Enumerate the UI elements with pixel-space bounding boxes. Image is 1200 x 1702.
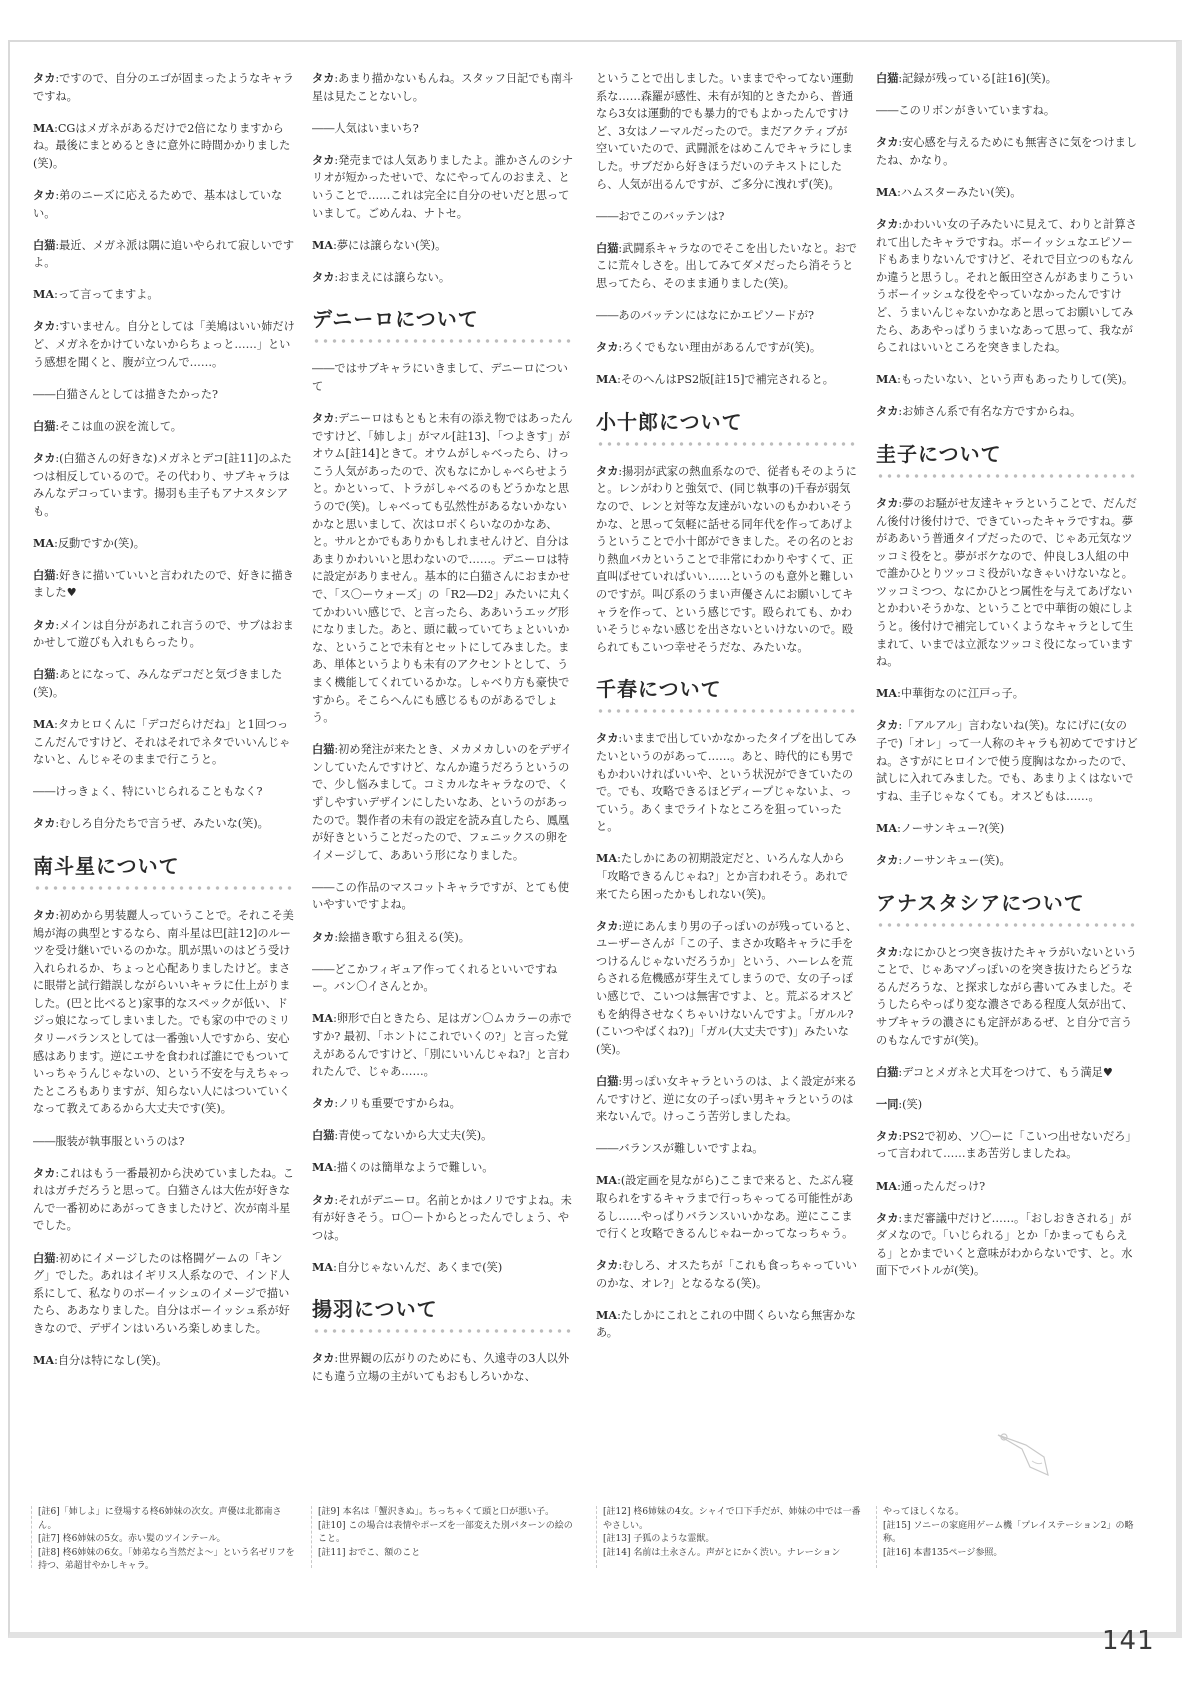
- dialogue-line: [33, 418, 295, 436]
- dialogue-text: :中華街なのに江戸っ子。: [897, 687, 1024, 701]
- dialogue-line: [33, 70, 295, 105]
- dialogue-line: [596, 307, 858, 325]
- dialogue-line: [596, 1257, 858, 1292]
- speaker-name: タカ: [876, 495, 899, 510]
- footnote: [註15] ソニーの家庭用ゲーム機「プレイステーション2」の略称。: [883, 1520, 1134, 1545]
- speaker-name: MA: [312, 1011, 334, 1026]
- dialogue-line: [596, 208, 858, 226]
- dialogue-text: :初めから男装麗人っていうことで。それこそ美鳩が海の典型とするなら、南斗星は巴[註12]のルーツを受け継いでいるのかな。肌が黒いのはどう受け入れられるか、ちょっと心配ありましたけど。まさに眼帯と試行錯誤しながらいいキャラに仕上がりました。(巴と比べると)家事的なスペックが低い、ドジっ娘になってしまいました。でも家の中でのミリタリーバランスとしては一番強い人ですから、安心感はあります。逆にエサを食われば誰にでもついていっちゃうんじゃないの、という不安を与えちゃったところもありますが、知らない人にはついていくなって教えてあるから大丈夫です(笑)。: [33, 908, 294, 1116]
- dialogue-text: :まだ審議中だけど……。「おしおきされる」がダメなので。「いじられる」とか「かまってもらえる」とかまでいくと意味がわからないです、と。水面下でバトルが(笑)。: [876, 1211, 1133, 1278]
- dialogue-text: :そのへんはPS2版[註15]で補完されると。: [617, 373, 834, 387]
- dialogue-line: [876, 1178, 1138, 1196]
- dialogue-line: [312, 1192, 574, 1245]
- dialogue-text: :たしかにあの初期設定だと、いろんな人から「攻略できるんじゃね?」とか言われそう。あれで来てたら困ったかもしれない(笑)。: [596, 852, 849, 901]
- speaker-name: MA: [33, 287, 55, 302]
- speaker-name: タカ: [596, 340, 619, 355]
- speaker-name: タカ: [596, 1258, 619, 1273]
- speaker-name: タカ: [876, 718, 899, 733]
- dialogue-line: [596, 463, 858, 657]
- dialogue-line: [33, 386, 295, 404]
- dotted-divider: [312, 338, 574, 344]
- dialogue-line: [33, 1250, 295, 1338]
- dialogue-text: :世界観の広がりのためにも、久遠寺の3人以外にも違う立場の主がいてもおもしろいかな、: [312, 1352, 570, 1383]
- footnote: [註14] 名前は土永さん。声がとにかく渋い。ナレーション: [603, 1547, 841, 1558]
- dialogue-text: :ハムスターみたい(笑)。: [897, 185, 1022, 199]
- column-3: [596, 70, 858, 1357]
- speaker-name: タカ: [312, 152, 335, 167]
- dialogue-text: :むしろ、オスたちが「これも食っちゃっていいのかな、オレ?」となるなる(笑)。: [596, 1259, 857, 1290]
- column-4: [876, 70, 1138, 1295]
- dialogue-line: [312, 269, 574, 287]
- speaker-name: タカ: [596, 918, 619, 933]
- speaker-name: タカ: [596, 731, 619, 746]
- dotted-divider: [33, 885, 295, 891]
- dialogue-text: ――この作品のマスコットキャラですが、とても使いやすいですよね。: [312, 880, 570, 912]
- footnote: [註10] この場合は表情やポーズを一部変えた別パターンの絵のこと。: [318, 1520, 573, 1545]
- speaker-name: MA: [876, 184, 898, 199]
- dialogue-line: [312, 741, 574, 864]
- dialogue-line: [596, 70, 858, 193]
- dialogue-line: [596, 371, 858, 389]
- dialogue-line: [876, 944, 1138, 1050]
- footnote: [註12] 柊6姉妹の4女。シャイで口下手だが、姉妹の中では一番やさしい。: [603, 1507, 861, 1531]
- dialogue-line: [312, 152, 574, 222]
- dialogue-line: [312, 1095, 574, 1113]
- page-number: 141: [1102, 1626, 1155, 1656]
- dialogue-line: [876, 216, 1138, 357]
- dialogue-text: :たしかにこれとこれの中間くらいなら無害かなあ。: [596, 1308, 856, 1340]
- dotted-divider: [596, 441, 858, 447]
- dialogue-text: :(笑): [898, 1097, 923, 1111]
- speaker-name: タカ: [876, 135, 899, 150]
- dialogue-line: [33, 1352, 295, 1370]
- dialogue-text: :そこは血の涙を流して。: [55, 419, 182, 433]
- dialogue-line: [596, 850, 858, 903]
- section-title: 千春について: [596, 677, 722, 702]
- dialogue-text: :メインは自分があれこれ言うので、サブはおまかせして遊びも入れもらったり。: [33, 618, 294, 650]
- dialogue-line: [312, 1010, 574, 1080]
- dialogue-text: :自分じゃないんだ、あくまで(笑): [333, 1260, 503, 1274]
- speaker-name: タカ: [33, 907, 56, 922]
- speaker-name: タカ: [33, 187, 56, 202]
- dialogue-line: [596, 339, 858, 357]
- dialogue-text: ――白猫さんとしては描きたかった?: [33, 387, 218, 401]
- dialogue-line: [876, 70, 1138, 88]
- footnotes-3: [596, 1506, 861, 1568]
- dialogue-line: [876, 820, 1138, 838]
- dialogue-line: [33, 120, 295, 173]
- footnote: [註6]「姉しよ」に登場する柊6姉妹の次女。声優は北都南さん。: [38, 1507, 282, 1531]
- speaker-name: 白猫: [312, 1128, 335, 1143]
- speaker-name: タカ: [33, 1165, 56, 1180]
- dialogue-text: ――バランスが難しいですよね。: [596, 1142, 764, 1156]
- dialogue-text: :って言ってますよ。: [54, 288, 159, 302]
- footnotes-2: [311, 1506, 576, 1568]
- dialogue-line: [596, 1307, 858, 1342]
- speaker-name: MA: [312, 1160, 334, 1175]
- dialogue-text: :(白猫さんの好きな)メガネとデコ[註11]のふたつは相反しているので。その代わり、サブキャラはみんなデコっています。揚羽も圭子もアナスタシアも。: [33, 451, 292, 518]
- dialogue-line: [312, 410, 574, 727]
- speaker-name: 白猫: [33, 1250, 56, 1265]
- dialogue-text: :通ったんだっけ?: [897, 1179, 986, 1193]
- dialogue-line: [876, 717, 1138, 805]
- footnote: [註7] 柊6姉妹の5女。赤い髪のツインテール。: [38, 1534, 226, 1545]
- dialogue-line: [33, 450, 295, 520]
- dialogue-text: :反動ですか(笑)。: [54, 536, 145, 550]
- dialogue-line: [312, 1350, 574, 1385]
- dialogue-text: :デコとメガネと犬耳をつけて、もう満足♥: [898, 1065, 1113, 1079]
- speaker-name: MA: [876, 372, 898, 387]
- speaker-name: MA: [33, 535, 55, 550]
- speaker-name: MA: [33, 1352, 55, 1367]
- dialogue-line: [33, 286, 295, 304]
- dialogue-text: ――ではサブキャラにいきまして、デニーロについて: [312, 362, 568, 393]
- speaker-name: タカ: [33, 450, 56, 465]
- footnotes-1: [31, 1506, 296, 1572]
- dialogue-text: :ノーサンキュー(笑)。: [898, 854, 1011, 867]
- speaker-name: タカ: [876, 404, 899, 419]
- dialogue-text: ――服装が執事服というのは?: [33, 1134, 185, 1148]
- speaker-name: タカ: [876, 853, 899, 867]
- speaker-name: MA: [312, 237, 334, 252]
- dialogue-text: ――このリボンがきいていますね。: [876, 104, 1056, 118]
- dialogue-text: :弟のニーズに応えるためで、基本はしていない。: [33, 188, 283, 220]
- speaker-name: タカ: [312, 71, 335, 85]
- dialogue-line: [312, 1127, 574, 1145]
- speaker-name: 白猫: [596, 1073, 619, 1088]
- speaker-name: タカ: [312, 1192, 335, 1207]
- dialogue-line: [33, 815, 295, 833]
- dialogue-text: :初めにイメージしたのは格闘ゲームの「キング」でした。あれはイギリス人系なので、インド人系にして、私なりのボーイッシュのイメージで描いたら、ああなりました。自分はボーイッシュ系が好きなので、デザインはいろいろ楽しめました。: [33, 1251, 290, 1335]
- dialogue-text: :武闘系キャラなのでそこを出したいなと。おでこに荒々しさを。出してみてダメだったら消そうと思ってたら、そのまま通りました(笑)。: [596, 241, 857, 290]
- column-1: [33, 70, 295, 1384]
- dialogue-line: [312, 360, 574, 395]
- dialogue-line: [33, 716, 295, 769]
- dialogue-text: :「アルアル」言わないね(笑)。なにげに(女の子で)「オレ」って一人称のキャラも初めてですけどね。さすがにヒロインで使う度胸はなかったので、試しに入れてみました。でも、あまりよくはないですね、圭子じゃなくても。オスどもは……。: [876, 719, 1138, 803]
- dialogue-text: :卵形で白ときたら、足はガン〇ムカラーの赤ですか? 最初、「ホントにこれでいくの?」と言った覚えがあるんですけど、「別にいいんじゃね?」と言われたんで、じゃあ……。: [312, 1012, 572, 1079]
- speaker-name: タカ: [33, 816, 56, 831]
- dialogue-text: :すいません。自分としては「美鳩はいい姉だけど、メガネをかけていないからちょっと……」という感想を聞くと、腹が立つんで……。: [33, 320, 295, 369]
- dialogue-line: [312, 1259, 574, 1277]
- dialogue-line: [876, 495, 1138, 671]
- section-title: アナスタシアについて: [876, 890, 1085, 915]
- speaker-name: MA: [33, 716, 55, 731]
- speaker-name: 白猫: [33, 667, 56, 682]
- dialogue-text: :安心感を与えるためにも無害さに気をつけましたね、かなり。: [876, 136, 1138, 167]
- speaker-name: タカ: [312, 1096, 335, 1111]
- dialogue-text: ――けっきょく、特にいじられることもなく?: [33, 785, 263, 799]
- speaker-name: MA: [596, 372, 618, 387]
- dialogue-line: [596, 730, 858, 836]
- dialogue-line: [596, 1140, 858, 1158]
- dialogue-line: [312, 1159, 574, 1177]
- dialogue-line: [876, 184, 1138, 202]
- speaker-name: 白猫: [33, 237, 56, 252]
- dialogue-line: [596, 1172, 858, 1242]
- speaker-name: タカ: [596, 463, 619, 478]
- speaker-name: タカ: [312, 411, 335, 426]
- speaker-name: タカ: [312, 269, 335, 284]
- dialogue-text: :逆にあんまり男の子っぽいのが残っていると、ユーザーさんが「この子、まさか攻略キャラに手をつけるんじゃないだろうか」という、ハーレムを荒らされる危機感が芽生えてしまうので、女の子っぽい感じで、こいつは無害ですよ、と。荒ぶるオスどもを納得させなくちゃいけないんですよ。「ガルル?(こいつやばくね?)」「ガル(大丈夫です)」みたいな(笑)。: [596, 919, 858, 1056]
- dialogue-text: :もったいない、という声もあったりして(笑)。: [897, 373, 1134, 387]
- dialogue-text: :かわいい女の子みたいに見えて、わりと計算されて出したキャラですね。ボーイッシュなエピソードもあまりないんですけど、それで目立つのもなんか違うと思うし。それと飯田空さんがあまりこういうボーイッシュな役をやっていなかったんですけど、うまいんじゃないかなあと思ってお願いしてみたら、ああやっぱりうまいなあって思って、我ながらこれはいいところを突きましたね。: [876, 217, 1137, 355]
- speaker-name: 白猫: [876, 1064, 899, 1079]
- dialogue-line: [876, 1096, 1138, 1114]
- dialogue-text: :お姉さん系で有名な方ですからね。: [898, 405, 1082, 419]
- dialogue-text: :あまり描かないもんね。スタッフ日記でも南斗星は見たことないし。: [312, 72, 574, 103]
- dialogue-text: :あとになって、みんなデコだと気づきました(笑)。: [33, 668, 283, 699]
- section-title: 南斗星について: [33, 853, 180, 878]
- dialogue-line: [312, 237, 574, 255]
- footnote: [註13] 子狐のような霊獣。: [603, 1534, 715, 1545]
- footnote: [註11] おでこ、額のこと: [318, 1547, 421, 1558]
- dotted-divider: [876, 922, 1138, 928]
- footnotes-4: [876, 1506, 1141, 1568]
- speaker-name: タカ: [876, 944, 899, 959]
- dialogue-text: :男っぽい女キャラというのは、よく設定が来るんですけど、逆に女の子っぽい男キャラというのは来ないんで。けっこう苦労しましたね。: [596, 1074, 858, 1124]
- footnote: [註16] 本書135ページ参照。: [883, 1547, 1003, 1558]
- dialogue-line: [312, 879, 574, 914]
- speaker-name: MA: [876, 1178, 898, 1193]
- footnote: [註8] 柊6姉妹の6女。「姉弟なら当然だよ〜」という名ゼリフを持つ、弟超甘やかしキャラ。: [38, 1547, 295, 1572]
- speaker-name: 一同: [876, 1096, 899, 1111]
- dialogue-text: :発売までは人気ありましたよ。誰かさんのシナリオが短かったせいで、なにやってんのおまえ、ということで……これは完全に自分のせいだと思っていまして。ごめんね、ナトセ。: [312, 153, 574, 220]
- dialogue-text: ――どこかフィギュア作ってくれるといいですねー。バン〇イさんとか。: [312, 962, 558, 994]
- speaker-name: MA: [596, 1307, 618, 1322]
- dialogue-line: [876, 1064, 1138, 1082]
- dialogue-text: :ろくでもない理由があるんですが(笑)。: [618, 341, 822, 355]
- dotted-divider: [312, 1328, 574, 1334]
- section-title: 揚羽について: [312, 1297, 438, 1322]
- dialogue-text: :揚羽が武家の熱血系なので、従者もそのようにと。レンがわりと強気で、(同じ執事の)千春が弱気なので、レンと対等な友達がいないのもかわいそうかな、と思って気軽に話せる同年代を作ってあげようということで小十郎ができました。その名のとおり熱血バカということで非常にわかりやすくて、正直叫ばせていればいい……というのも意外と難しいのですが。叫び系のうまい声優さんにお願いしてキャラを作って、という感じです。殴られても、かわいそうじゃない感じを出さないといけないので。殴られてもこいつ幸せそうだな、みたいな。: [596, 464, 857, 654]
- dialogue-line: [33, 187, 295, 222]
- dialogue-text: :CGはメガネがあるだけで2倍になりますからね。最後にまとめるときに意外に時間かかりました(笑)。: [33, 121, 291, 170]
- dotted-divider: [876, 473, 1138, 479]
- dialogue-text: :これはもう一番最初から決めていましたね。これはガチだろうと思って。白猫さんは大佐が好きなんで一番初めにあがってきましたけど、次が南斗星でした。: [33, 1166, 295, 1233]
- dialogue-text: :むしろ自分たちで言うぜ、みたいな(笑)。: [55, 817, 269, 831]
- dialogue-line: [596, 1073, 858, 1126]
- speaker-name: 白猫: [312, 742, 335, 757]
- dialogue-line: [312, 120, 574, 138]
- dialogue-text: :夢のお騒がせ友達キャラということで、だんだん後付け後付けで、できていったキャラですね。夢がああいう普通タイプだったので、じゃあ元気なツッコミ役をと。夢がボケなので、仲良し3人組の中で誰かひとりツッコミ役がいなきゃいけないなと。ツッコミつつ、なにかひとつ属性を与えてあげないとかわいそうかな、ということで中華街の娘にしようと。後付けで補完していくようなキャラとして生まれて、いまでは立派なツッコミ役になっていますね。: [876, 496, 1137, 669]
- footnote: [註9] 本名は「蟹沢きぬ」。ちっちゃくて頭と口が悪い子。: [318, 1507, 555, 1517]
- speaker-name: MA: [876, 820, 898, 835]
- dialogue-line: [33, 318, 295, 371]
- dialogue-text: :絵描き歌すら狙える(笑)。: [334, 930, 470, 944]
- dialogue-line: [876, 134, 1138, 169]
- column-2: [312, 70, 574, 1400]
- dialogue-text: :それがデニーロ。名前とかはノリですよね。未有が好きそう。ロ〇ートからとったんでしょう、やつは。: [312, 1193, 572, 1242]
- speaker-name: タカ: [33, 319, 56, 334]
- dialogue-line: [312, 961, 574, 996]
- footnote: やってほしくなる。: [883, 1507, 965, 1517]
- dialogue-line: [33, 617, 295, 652]
- speaker-name: 白猫: [33, 567, 56, 582]
- dialogue-text: :タカヒロくんに「デコだらけだね」と1回つっこんだんですけど、それはそれでネタでいいんじゃないと、んじゃそのままで行こうと。: [33, 717, 291, 767]
- speaker-name: タカ: [312, 929, 335, 944]
- dialogue-line: [33, 535, 295, 553]
- dialogue-text: :(設定画を見ながら)ここまで来ると、たぶん寝取られをするキャラまで行っちゃってる可能性があるし……やっぱりバランスいいかなあ。逆にここまで行くと攻略できるんじゃねーかってなっちゃう。: [596, 1174, 854, 1241]
- speaker-name: MA: [876, 686, 898, 701]
- speaker-name: タカ: [876, 1128, 899, 1143]
- dialogue-line: [312, 929, 574, 947]
- dialogue-line: [33, 783, 295, 801]
- speaker-name: タカ: [33, 617, 56, 632]
- speaker-name: 白猫: [876, 71, 899, 85]
- dialogue-text: ――おでこのバッテンは?: [596, 209, 725, 223]
- dialogue-line: [33, 567, 295, 602]
- dialogue-text: :青使ってないから大丈夫(笑)。: [334, 1129, 493, 1143]
- dialogue-text: ということで出しました。いままでやってない運動系な……森羅が感性、未有が知的ときたから、普通なら3女は運動的でも暴力的でもよかったんですけど、3女はノーマルだったので。まだアクティブが空いていたので、武闘派をはめこんでキャラにしました。サブだから好きほうだいのテキストにしたら、人気が出るんですが、ご多分に洩れず(笑)。: [596, 72, 854, 191]
- dialogue-text: :なにかひとつ突き抜けたキャラがいないということで、じゃあマゾっぽいのを突き抜けたらどうなるんだろうな、と探求しながら書いてみました。そうしたらやっぱり変な濃さである程度人気が出て、サブキャラの濃さにも定評があるぜ、と自分で言うのもなんですが(笑)。: [876, 945, 1137, 1047]
- speaker-name: タカ: [33, 71, 56, 85]
- speaker-name: 白猫: [596, 240, 619, 255]
- dialogue-line: [33, 666, 295, 701]
- speaker-name: タカ: [876, 1210, 899, 1225]
- dialogue-line: [596, 918, 858, 1059]
- dialogue-line: [312, 70, 574, 105]
- speaker-name: MA: [33, 120, 55, 135]
- dialogue-text: :おまえには譲らない。: [334, 270, 451, 284]
- dialogue-text: :PS2で初め、ソ〇ーに「こいつ出せないだろ」って言われて……まあ苦労しましたね。: [876, 1129, 1137, 1161]
- dialogue-text: ――人気はいまいち?: [312, 121, 419, 135]
- speaker-name: MA: [596, 851, 618, 866]
- section-title: デニーロについて: [312, 307, 479, 332]
- dialogue-text: :ノーサンキュー?(笑): [897, 821, 1005, 835]
- section-title: 小十郎について: [596, 409, 743, 434]
- dialogue-line: [876, 102, 1138, 120]
- dialogue-line: [33, 1165, 295, 1235]
- dialogue-line: [876, 371, 1138, 389]
- dialogue-line: [876, 403, 1138, 421]
- dialogue-text: :初め発注が来たとき、メカメカしいのをデザインしていたんですけど、なんか違うだろうというので、少し悩みまして。コミカルなキャラなので、くずしやすいデザインにしたいなあ、というのがあったので。製作者の未有の設定を読み直したら、鳳凰が好きということだったので、フェニックスの卵をイメージして、ああいう形になりました。: [312, 743, 572, 862]
- speaker-name: MA: [596, 1173, 618, 1188]
- dialogue-text: :好きに描いていいと言われたので、好きに描きました♥: [33, 568, 294, 600]
- tag-doodle-icon: [990, 1423, 1060, 1483]
- speaker-name: タカ: [312, 1351, 335, 1366]
- dialogue-text: :いままで出していかなかったタイプを出してみたいというのがあって……。あと、時代的にも男でもかわいければいいや、という状況ができていたので。でも、攻略できるほどディープじゃないよ、っていう。あくまでライトなところを狙っていったと。: [596, 732, 857, 834]
- dialogue-line: [33, 1133, 295, 1151]
- speaker-name: タカ: [876, 216, 899, 231]
- dialogue-text: :ノリも重要ですからね。: [334, 1097, 461, 1111]
- section-title: 圭子について: [876, 441, 1002, 466]
- dialogue-line: [876, 1128, 1138, 1163]
- speaker-name: MA: [312, 1259, 334, 1274]
- dialogue-text: ――あのバッテンにはなにかエピソードが?: [596, 309, 815, 323]
- dialogue-text: :ですので、自分のエゴが固まったようなキャラですね。: [33, 72, 294, 103]
- dialogue-line: [876, 685, 1138, 703]
- dialogue-text: :最近、メガネ派は隅に追いやられて寂しいですよ。: [33, 238, 295, 270]
- dialogue-text: :記録が残っている[註16](笑)。: [898, 72, 1057, 85]
- speaker-name: 白猫: [33, 418, 56, 433]
- dialogue-text: :描くのは簡単なようで難しい。: [333, 1161, 494, 1175]
- dialogue-text: :自分は特になし(笑)。: [54, 1353, 168, 1367]
- dialogue-line: [33, 237, 295, 272]
- dialogue-text: :夢には譲らない(笑)。: [333, 238, 447, 252]
- dialogue-line: [876, 852, 1138, 870]
- dialogue-line: [876, 1210, 1138, 1280]
- dialogue-line: [33, 907, 295, 1118]
- dialogue-line: [596, 240, 858, 293]
- dialogue-text: :デニーロはもともと未有の添え物ではあったんですけど、「姉しよ」がマル[註13]、「つよきす」がオウム[註14]ときて。オウムがしゃべったら、けっこう人気があったので、次もなにかしゃべらせようと。かといって、トラがしゃべるのもどうかなと思うので(笑)。しゃべっても弘然性があるないかないかなと思いまして、次はロボくらいなのかなあ、と。サルとかでもありかもしれませんけど、自分はあまりかわいいと思わないので……。デニーロは特に設定がありません。基本的に白猫さんにおまかせで、「ス〇ーウォーズ」の「R2―D2」みたいに丸くてかわいい感じで、と言ったら、ああいうエッグ形になりました。あと、頭に載っていてちょといいかな、ということで未有とセットにしてみました。まあ、単体というよりも未有のアクセントとして、うまく機能してくれているかな。しゃべり方も豪快ですから。そこらへんにも感じるものがあるでしょう。: [312, 412, 573, 725]
- dotted-divider: [596, 708, 858, 714]
